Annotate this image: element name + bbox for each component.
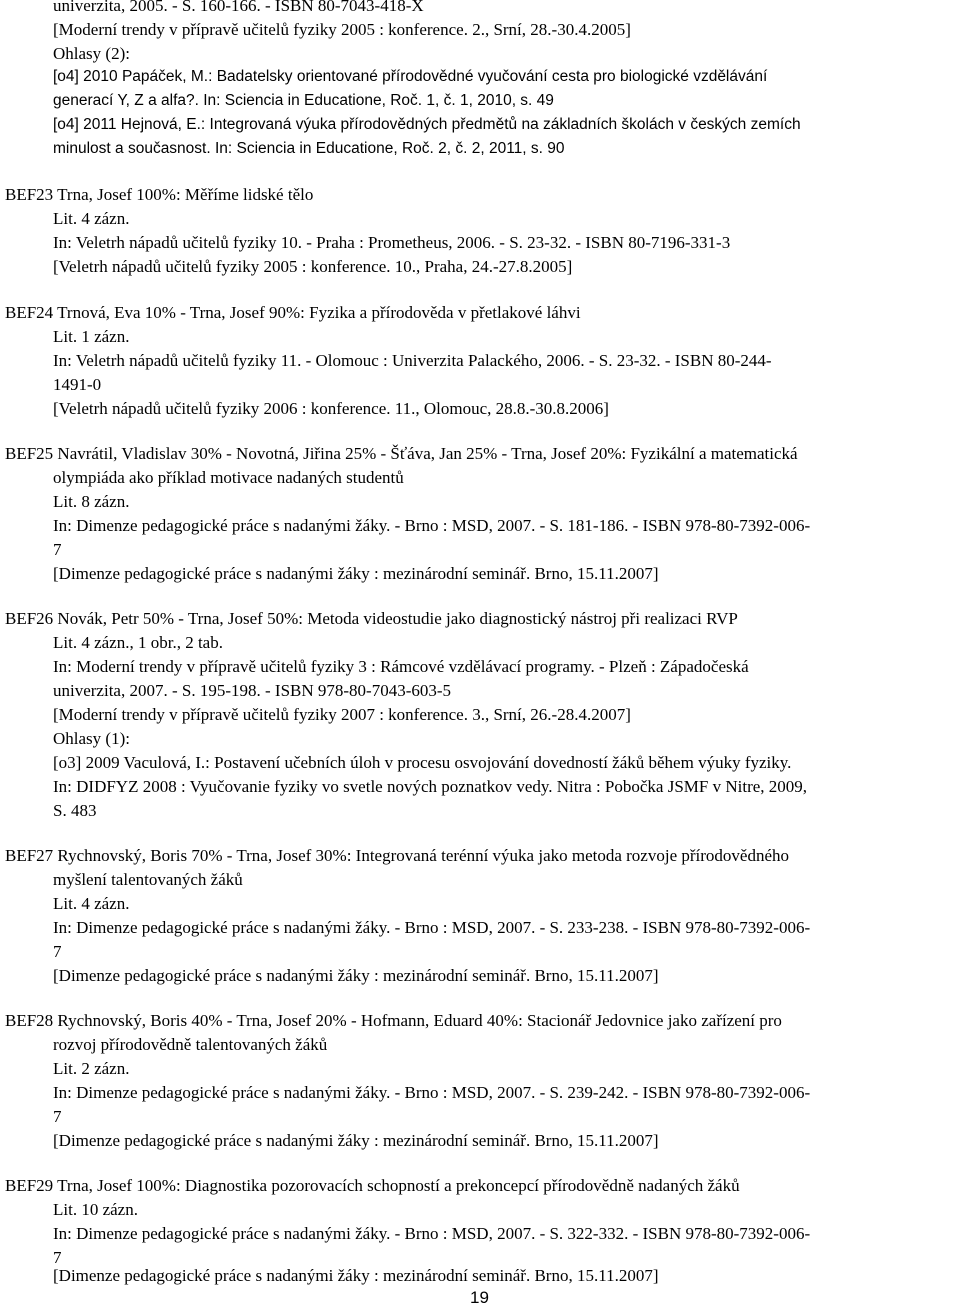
ohlas-entry: S. 483	[53, 801, 97, 820]
entry-source: 7	[53, 1248, 62, 1267]
entry-source: In: Dimenze pedagogické práce s nadanými žáky. - Brno : MSD, 2007. - S. 322-332. - ISBN 978-80-7392-006-	[53, 1224, 811, 1243]
entry-source: In: Veletrh nápadů učitelů fyziky 10. - Praha : Prometheus, 2006. - S. 23-32. - ISBN 80-7196-331-3	[53, 233, 731, 252]
entry-conference: [Veletrh nápadů učitelů fyziky 2005 : konference. 10., Praha, 24.-27.8.2005]	[53, 257, 573, 276]
ohlas-entry: [o3] 2009 Vaculová, I.: Postavení učebních úloh v procesu osvojování dovedností žáků během výuky fyziky.	[53, 753, 792, 772]
entry-source: 7	[53, 1107, 62, 1126]
entry-title-cont: olympiáda ako příklad motivace nadaných studentů	[53, 468, 404, 487]
entry-lit-count: Lit. 2 zázn.	[53, 1059, 130, 1078]
entry-lit-count: Lit. 4 zázn.	[53, 209, 130, 228]
page-number: 19	[470, 1288, 489, 1307]
citation-line: univerzita, 2005. - S. 160-166. - ISBN 80-7043-418-X	[53, 0, 424, 15]
entry-lit-count: Lit. 8 zázn.	[53, 492, 130, 511]
ohlasy-heading: Ohlasy (1):	[53, 729, 130, 748]
entry-source: In: Dimenze pedagogické práce s nadanými žáky. - Brno : MSD, 2007. - S. 233-238. - ISBN 978-80-7392-006-	[53, 918, 811, 937]
entry-title-cont: rozvoj přírodovědně talentovaných žáků	[53, 1035, 328, 1054]
entry-title-cont: myšlení talentovaných žáků	[53, 870, 243, 889]
citation-line: [Moderní trendy v přípravě učitelů fyziky 2005 : konference. 2., Srní, 28.-30.4.2005]	[53, 20, 631, 39]
entry-conference: [Dimenze pedagogické práce s nadanými žáky : mezinárodní seminář. Brno, 15.11.2007]	[53, 1131, 659, 1150]
ohlas-entry: [o4] 2011 Hejnová, E.: Integrovaná výuka přírodovědných předmětů na základních školách v českých zemích	[53, 116, 801, 133]
entry-conference: [Veletrh nápadů učitelů fyziky 2006 : konference. 11., Olomouc, 28.8.-30.8.2006]	[53, 399, 609, 418]
ohlas-entry: minulost a současnost. In: Sciencia in Educatione, Roč. 2, č. 2, 2011, s. 90	[53, 140, 565, 157]
entry-conference: [Moderní trendy v přípravě učitelů fyziky 2007 : konference. 3., Srní, 26.-28.4.2007]	[53, 705, 631, 724]
entry-title-bef29: BEF29 Trna, Josef 100%: Diagnostika pozorovacích schopností a prekoncepcí přírodovědně nadaných žáků	[5, 1176, 740, 1195]
entry-source: In: Moderní trendy v přípravě učitelů fyziky 3 : Rámcové vzdělávací programy. - Plzeň : Západočeská	[53, 657, 749, 676]
entry-lit-count: Lit. 1 zázn.	[53, 327, 130, 346]
entry-source: In: Veletrh nápadů učitelů fyziky 11. - Olomouc : Univerzita Palackého, 2006. - S. 23-32. - ISBN 80-244-	[53, 351, 772, 370]
entry-title-bef24: BEF24 Trnová, Eva 10% - Trna, Josef 90%: Fyzika a přírodověda v přetlakové láhvi	[5, 303, 581, 322]
ohlas-entry: [o4] 2010 Papáček, M.: Badatelsky orientované přírodovědné vyučování cesta pro biologické vzdělávání	[53, 68, 768, 85]
ohlasy-heading: Ohlasy (2):	[53, 44, 130, 63]
entry-conference: [Dimenze pedagogické práce s nadanými žáky : mezinárodní seminář. Brno, 15.11.2007]	[53, 1266, 659, 1285]
entry-source: In: Dimenze pedagogické práce s nadanými žáky. - Brno : MSD, 2007. - S. 239-242. - ISBN 978-80-7392-006-	[53, 1083, 811, 1102]
entry-title-bef25: BEF25 Navrátil, Vladislav 30% - Novotná, Jiřina 25% - Šťáva, Jan 25% - Trna, Josef 20%: Fyzikální a matematická	[5, 444, 798, 463]
entry-source: univerzita, 2007. - S. 195-198. - ISBN 978-80-7043-603-5	[53, 681, 452, 700]
entry-conference: [Dimenze pedagogické práce s nadanými žáky : mezinárodní seminář. Brno, 15.11.2007]	[53, 966, 659, 985]
entry-conference: [Dimenze pedagogické práce s nadanými žáky : mezinárodní seminář. Brno, 15.11.2007]	[53, 564, 659, 583]
entry-source: 1491-0	[53, 375, 102, 394]
entry-title-bef28: BEF28 Rychnovský, Boris 40% - Trna, Josef 20% - Hofmann, Eduard 40%: Stacionář Jedovnice jako zařízení pro	[5, 1011, 782, 1030]
entry-source: 7	[53, 942, 62, 961]
ohlas-entry: In: DIDFYZ 2008 : Vyučovanie fyziky vo svetle nových poznatkov vedy. Nitra : Pobočka JSMF v Nitre, 2009,	[53, 777, 808, 796]
entry-title-bef26: BEF26 Novák, Petr 50% - Trna, Josef 50%: Metoda videostudie jako diagnostický nástroj při realizaci RVP	[5, 609, 738, 628]
entry-lit-count: Lit. 10 zázn.	[53, 1200, 138, 1219]
entry-lit-count: Lit. 4 zázn.	[53, 894, 130, 913]
entry-source: In: Dimenze pedagogické práce s nadanými žáky. - Brno : MSD, 2007. - S. 181-186. - ISBN 978-80-7392-006-	[53, 516, 811, 535]
entry-source: 7	[53, 540, 62, 559]
entry-lit-count: Lit. 4 zázn., 1 obr., 2 tab.	[53, 633, 223, 652]
entry-title-bef27: BEF27 Rychnovský, Boris 70% - Trna, Josef 30%: Integrovaná terénní výuka jako metoda rozvoje přírodovědného	[5, 846, 790, 865]
entry-title-bef23: BEF23 Trna, Josef 100%: Měříme lidské tělo	[5, 185, 314, 204]
ohlas-entry: generací Y, Z a alfa?. In: Sciencia in Educatione, Roč. 1, č. 1, 2010, s. 49	[53, 92, 554, 109]
